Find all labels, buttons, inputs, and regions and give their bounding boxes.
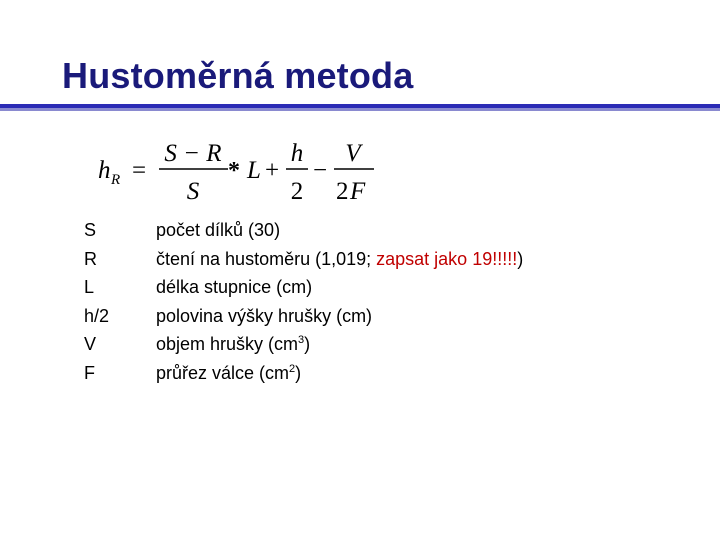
formula-frac1-denominator: S	[186, 178, 200, 205]
formula-frac1-numerator: S − R	[164, 140, 222, 167]
definition-text-before: čtení na hustoměru (1,019;	[156, 248, 377, 269]
formula-frac3-denominator-coef: 2	[336, 178, 349, 205]
formula-plus: +	[265, 157, 280, 184]
definition-text-after: )	[517, 248, 524, 269]
definition-superscript: 2	[289, 362, 296, 375]
formula-frac3-numerator: V	[345, 140, 361, 167]
formula-minus: −	[313, 157, 328, 184]
definition-text: počet dílků (30)	[156, 220, 281, 240]
formula-equals: =	[132, 157, 147, 184]
formula-svg	[92, 132, 392, 212]
formula	[92, 132, 392, 212]
formula-lhs-symbol: h	[98, 157, 111, 184]
definition-text	[156, 245, 523, 274]
formula-frac2-numerator: h	[290, 140, 304, 167]
formula-factor: L	[247, 157, 261, 184]
definition-text: polovina výšky hrušky (cm)	[156, 305, 373, 326]
definition-symbol: R	[84, 248, 97, 269]
formula-lhs-subscript: R	[111, 172, 121, 188]
slide-title: Hustoměrná metoda	[62, 55, 414, 96]
definition-symbol: h/2	[84, 305, 110, 326]
formula-times: *	[228, 158, 240, 184]
definition-text-after: )	[304, 334, 311, 354]
formula-frac2-denominator: 2	[290, 178, 304, 205]
title-divider-shadow	[0, 108, 720, 111]
definition-text-before: průřez válce (cm	[156, 362, 290, 383]
definition-text	[156, 359, 301, 388]
definition-text-after: )	[295, 362, 302, 383]
definition-symbol: L	[84, 277, 95, 297]
definition-symbol: F	[84, 362, 95, 383]
definition-highlight: zapsat jako 19!!!!!	[376, 248, 518, 269]
definition-symbol: S	[84, 220, 97, 240]
formula-frac3-denominator-var: F	[350, 178, 366, 205]
definition-text	[156, 330, 310, 359]
definition-text-before: objem hrušky (cm	[156, 334, 299, 354]
definition-symbol: V	[84, 334, 97, 354]
definition-superscript: 3	[298, 334, 305, 346]
definition-text: délka stupnice (cm)	[156, 277, 313, 297]
